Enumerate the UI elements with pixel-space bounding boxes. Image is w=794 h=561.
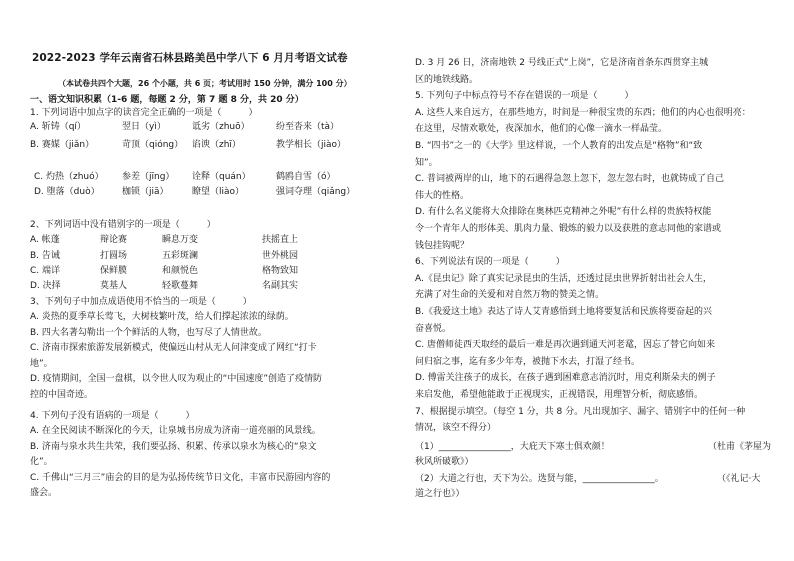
question-3-line: A. 炎热的夏季草长莺飞，大树枝繁叶茂，给人们撑起浓浓的绿荫。: [30, 312, 294, 322]
question-3-line: D. 疫情期间，全国一盘棋，以令世人叹为观止的“中国速度”创造了疫情防: [30, 374, 322, 384]
question-1: 1. 下列词语中加点字的读音完全正确的一项是（ ）: [30, 108, 258, 118]
option-term: 诋劣（zhuō）: [192, 122, 250, 132]
question-4-line: C. 千佛山“三月三”庙会的目的是为弘扬传统节日文化，丰富市民游园内容的: [30, 472, 331, 483]
option-term: 枷锁（jiā）: [122, 187, 169, 197]
option-term: A. 帐蓬: [30, 235, 60, 245]
option-term: 辩论赛: [100, 235, 128, 245]
question-3-line: B. 四大名著勾勒出一个个鲜活的人物，也写尽了人情世故。: [30, 327, 267, 338]
option-term: 强词夺理（qiǎng）: [276, 187, 356, 197]
right-text-line: D. 傅雷关注孩子的成长，在孩子遇到困难意志消沉时，用克利斯朵夫的例子: [415, 373, 716, 384]
question-3-line: 控的中国奇迹。: [30, 389, 94, 400]
option-term: 参差（jīng）: [122, 172, 175, 182]
option-term: 和颜悦色: [162, 266, 199, 276]
right-text-line: A.《昆虫记》除了真实记录昆虫的生活，还透过昆虫世界折射出社会人生，: [415, 273, 712, 284]
fill-blank-2-source-cont: 道之行也》）: [415, 489, 465, 499]
right-text-line: 区的地铁线路。: [415, 74, 479, 85]
option-term: C. 端详: [30, 266, 61, 276]
right-text-line: 情况，该空不得分）: [415, 423, 497, 434]
question-4-line: B. 济南与泉水共生共荣，我们要弘扬、积累、传承以泉水为核心的“泉文: [30, 441, 317, 452]
option-term: B. 告诫: [30, 251, 60, 261]
option-term: D. 堕落（duò）: [34, 187, 100, 197]
question-4-line: 化”。: [30, 457, 53, 467]
question-4-line: A. 在全民阅读不断深化的今天，让泉城书房成为济南一道亮丽的风景线。: [30, 426, 321, 436]
right-text-line: A. 这些人来自远方，在那些地方，时间是一种很宝贵的东西；他们的内心也很明亮：: [415, 107, 751, 118]
right-text-line: 钱包挂钩呢？: [415, 240, 470, 251]
option-term: 格物致知: [262, 266, 299, 276]
option-term: 莫基人: [100, 281, 128, 291]
option-term: 纷至沓来（tà）: [276, 122, 340, 132]
option-term: D. 决择: [30, 281, 61, 291]
option-term: 世外桃园: [262, 251, 299, 261]
right-text-line: 6、下列说法有误的一项是（ ）: [415, 257, 565, 268]
option-term: B. 赛媒（jiǎn）: [30, 140, 95, 150]
option-term: 保鲜膜: [100, 266, 128, 276]
right-text-line: B. “四书”之一的《大学》里这样说，一个人教育的出发点是“格物”和“致: [415, 141, 703, 151]
right-text-line: 来启发他，希望他能敢于正视现实，正视错误，用理智分析，彻底感悟。: [415, 390, 704, 400]
right-text-line: B.《我爱这土地》表达了诗人艾青感悟到土地将要复活和民族将要奋起的兴: [415, 307, 713, 317]
option-term: 名副其实: [262, 281, 299, 291]
right-text-line: 5. 下列句子中标点符号不存在错误的一项是（ ）: [415, 91, 634, 102]
right-text-line: 7、根据提示填空。（每空 1 分，共 8 分。凡出现加字、漏字、错别字中的任何一种: [415, 406, 746, 417]
right-text-line: C. 普词被两岸的山，地下的石遇得急忽上忽下，忽左忽右时，也就铸成了自己: [415, 174, 725, 185]
option-term: 苛顶（qióng）: [122, 140, 184, 150]
right-text-line: 奋喜悦。: [415, 323, 452, 334]
question-3: 3、下列句子中加点成语使用不恰当的一项是（ ）: [30, 297, 252, 307]
option-term: 打圆场: [100, 251, 128, 261]
option-term: 扶摇直上: [262, 235, 299, 245]
right-text-line: 问归宿之事，迄有多少年寿，被抛下水去，打湿了经书。: [415, 356, 641, 367]
option-term: 翌日（yì）: [122, 122, 166, 132]
question-3-line: 地”。: [30, 358, 53, 369]
right-text-line: C. 唐僧师徒西天取经的最后一难是再次遇到通天河老鼋，因忘了替它向如来: [415, 340, 716, 351]
exam-note: （本试卷共四个大题，26 个小题，共 6 页；考试用时 150 分钟，满分 100 分）: [58, 79, 352, 88]
fill-blank-1-source-cont: 秋风所破歌》）: [415, 457, 474, 467]
option-term: 瞭望（liào）: [192, 187, 245, 197]
option-term: 瞬息万变: [162, 235, 199, 245]
right-text-line: D. 3 月 26 日，济南地铁 2 号线正式“上岗”，它是济南首条东西贯穿主城: [415, 58, 709, 68]
right-text-line: 知”。: [415, 157, 438, 168]
question-4: 4. 下列句子没有语病的一项是（ ）: [30, 411, 195, 421]
option-term: 教学相长（jiào）: [276, 140, 347, 150]
right-text-line: 令一个青年人的形体美、肌肉力量、锻炼的毅力以及获胜的意志同他的家谱或: [415, 224, 722, 234]
option-term: 诠释（quán）: [192, 172, 251, 182]
right-text-line: D. 有什么名义能将大众排除在奥林匹克精神之外呢”有什么样的贵族特权能: [415, 207, 712, 218]
option-term: A. 斩铸（qí）: [30, 122, 86, 132]
fill-blank-1-text: （1）________________，大庇天下寒士俱欢颜！: [415, 442, 610, 452]
question-2: 2、下列词语中没有错别字的一项是（ ）: [30, 220, 216, 230]
question-4-line: 盛会。: [30, 488, 58, 498]
right-text-line: 充满了对生命的关爱和对自然万物的赞美之情。: [415, 290, 605, 301]
option-term: C. 灼热（zhuó）: [34, 172, 104, 182]
fill-blank-2: （2）大道之行也，天下为公。选贤与能，________________。: [415, 474, 664, 484]
option-term: 五彩斑澜: [162, 251, 199, 261]
option-term: 谄谀（zhī）: [192, 140, 241, 150]
exam-title: 2022-2023 学年云南省石林县路美邑中学八下 6 月月考语文试卷: [32, 52, 348, 64]
fill-blank-1: [415, 441, 610, 453]
question-3-line: C. 济南市探索旅游发展新模式，使偏远山村从无人问津变成了网红“打卡: [30, 343, 317, 353]
section-heading: 一、语文知识积累（1-6 题，每题 2 分，第 7 题 8 分，共 20 分）: [30, 95, 304, 105]
option-term: 轻歌蔓舞: [162, 281, 199, 291]
right-text-line: 在这里，尽情欢歌处，夜深加水，他们的心像一滴水一样晶莹。: [415, 124, 668, 135]
fill-blank-1-source: （杜甫《茅屋为: [708, 442, 772, 452]
option-term: 鹤鸥自雪（ó）: [276, 172, 336, 182]
fill-blank-2-source: （《礼记·大: [717, 474, 761, 484]
right-text-line: 伟大的性格。: [415, 190, 470, 201]
